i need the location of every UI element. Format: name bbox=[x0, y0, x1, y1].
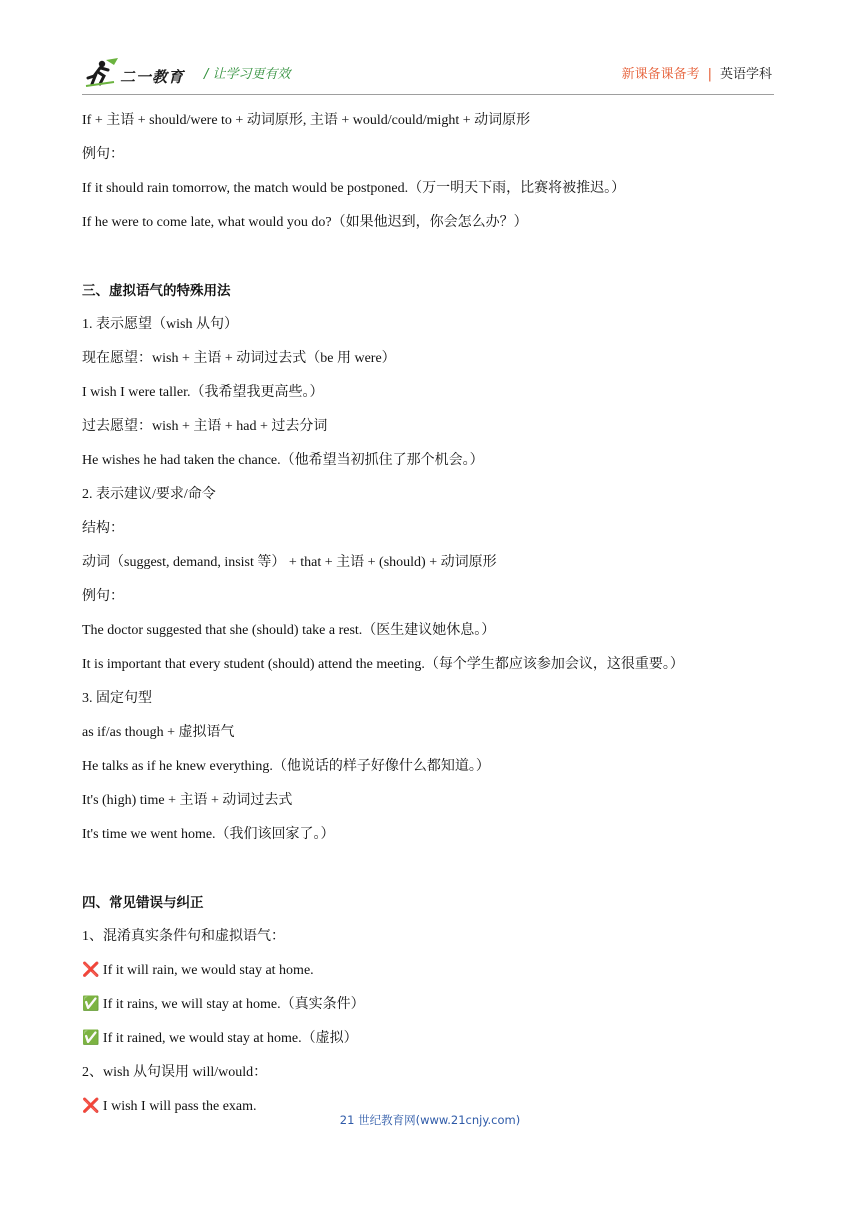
subsection-title: 2、wish 从句误用 will/would： bbox=[82, 1065, 268, 1080]
section-heading: 三、虚拟语气的特殊用法 bbox=[82, 283, 231, 299]
page-header bbox=[82, 52, 774, 95]
example-label: 例句： bbox=[82, 147, 124, 162]
runner-logo-icon bbox=[84, 56, 124, 90]
example-sentence: He wishes he had taken the chance.（他希望当初抓住了那个机会。） bbox=[82, 453, 484, 468]
example-sentence: If he were to come late, what would you do?（如果他迟到，你会怎么办？） bbox=[82, 215, 528, 230]
header-subject bbox=[622, 63, 772, 82]
logo bbox=[84, 56, 194, 90]
example-sentence: If it should rain tomorrow, the match would be postponed.（万一明天下雨，比赛将被推迟。） bbox=[82, 181, 626, 196]
example-sentence: I wish I were taller.（我希望我更高些。） bbox=[82, 385, 324, 400]
rule-line: 现在愿望：wish + 主语 + 动词过去式（be 用 were） bbox=[82, 351, 396, 366]
blank-line bbox=[82, 858, 782, 892]
wrong-example: ❌ If it will rain, we would stay at home. bbox=[82, 963, 314, 978]
correct-example: ✅ If it rained, we would stay at home.（虚拟） bbox=[82, 1031, 358, 1046]
rule-line: 动词（suggest, demand, insist 等） + that + 主语 + (should) + 动词原形 bbox=[82, 555, 497, 570]
example-sentence: It's time we went home.（我们该回家了。） bbox=[82, 827, 335, 842]
subsection-title: 1. 表示愿望（wish 从句） bbox=[82, 317, 238, 332]
page-footer: 21 世纪教育网(www.21cnjy.com) bbox=[339, 1113, 521, 1127]
structure-label: 结构： bbox=[82, 521, 124, 536]
rule-line: as if/as though + 虚拟语气 bbox=[82, 725, 235, 740]
slogan: / 让学习更有效 bbox=[204, 67, 291, 82]
course-label: 新课备课备考 bbox=[621, 67, 700, 82]
logo-text: 二一教育 bbox=[120, 68, 185, 86]
example-label: 例句： bbox=[82, 589, 124, 604]
wrong-example: ❌ I wish I will pass the exam. bbox=[82, 1099, 257, 1114]
formula-line: If + 主语 + should/were to + 动词原形, 主语 + would/could/might + 动词原形 bbox=[82, 113, 531, 128]
blank-line bbox=[82, 246, 782, 280]
header-separator: | bbox=[707, 67, 712, 82]
correct-example: ✅ If it rains, we will stay at home.（真实条件） bbox=[82, 997, 365, 1012]
rule-line: It's (high) time + 主语 + 动词过去式 bbox=[82, 793, 293, 808]
subsection-title: 3. 固定句型 bbox=[82, 691, 152, 706]
subsection-title: 1、混淆真实条件句和虚拟语气： bbox=[82, 929, 285, 944]
example-sentence: It is important that every student (should) attend the meeting.（每个学生都应该参加会议，这很重要。） bbox=[82, 657, 684, 672]
subject-label: 英语学科 bbox=[719, 67, 772, 82]
document-body bbox=[82, 110, 782, 1130]
rule-line: 过去愿望：wish + 主语 + had + 过去分词 bbox=[82, 419, 328, 434]
section-heading: 四、常见错误与纠正 bbox=[82, 895, 204, 911]
example-sentence: He talks as if he knew everything.（他说话的样子好像什么都知道。） bbox=[82, 759, 490, 774]
example-sentence: The doctor suggested that she (should) take a rest.（医生建议她休息。） bbox=[82, 623, 496, 638]
subsection-title: 2. 表示建议/要求/命令 bbox=[82, 487, 216, 502]
